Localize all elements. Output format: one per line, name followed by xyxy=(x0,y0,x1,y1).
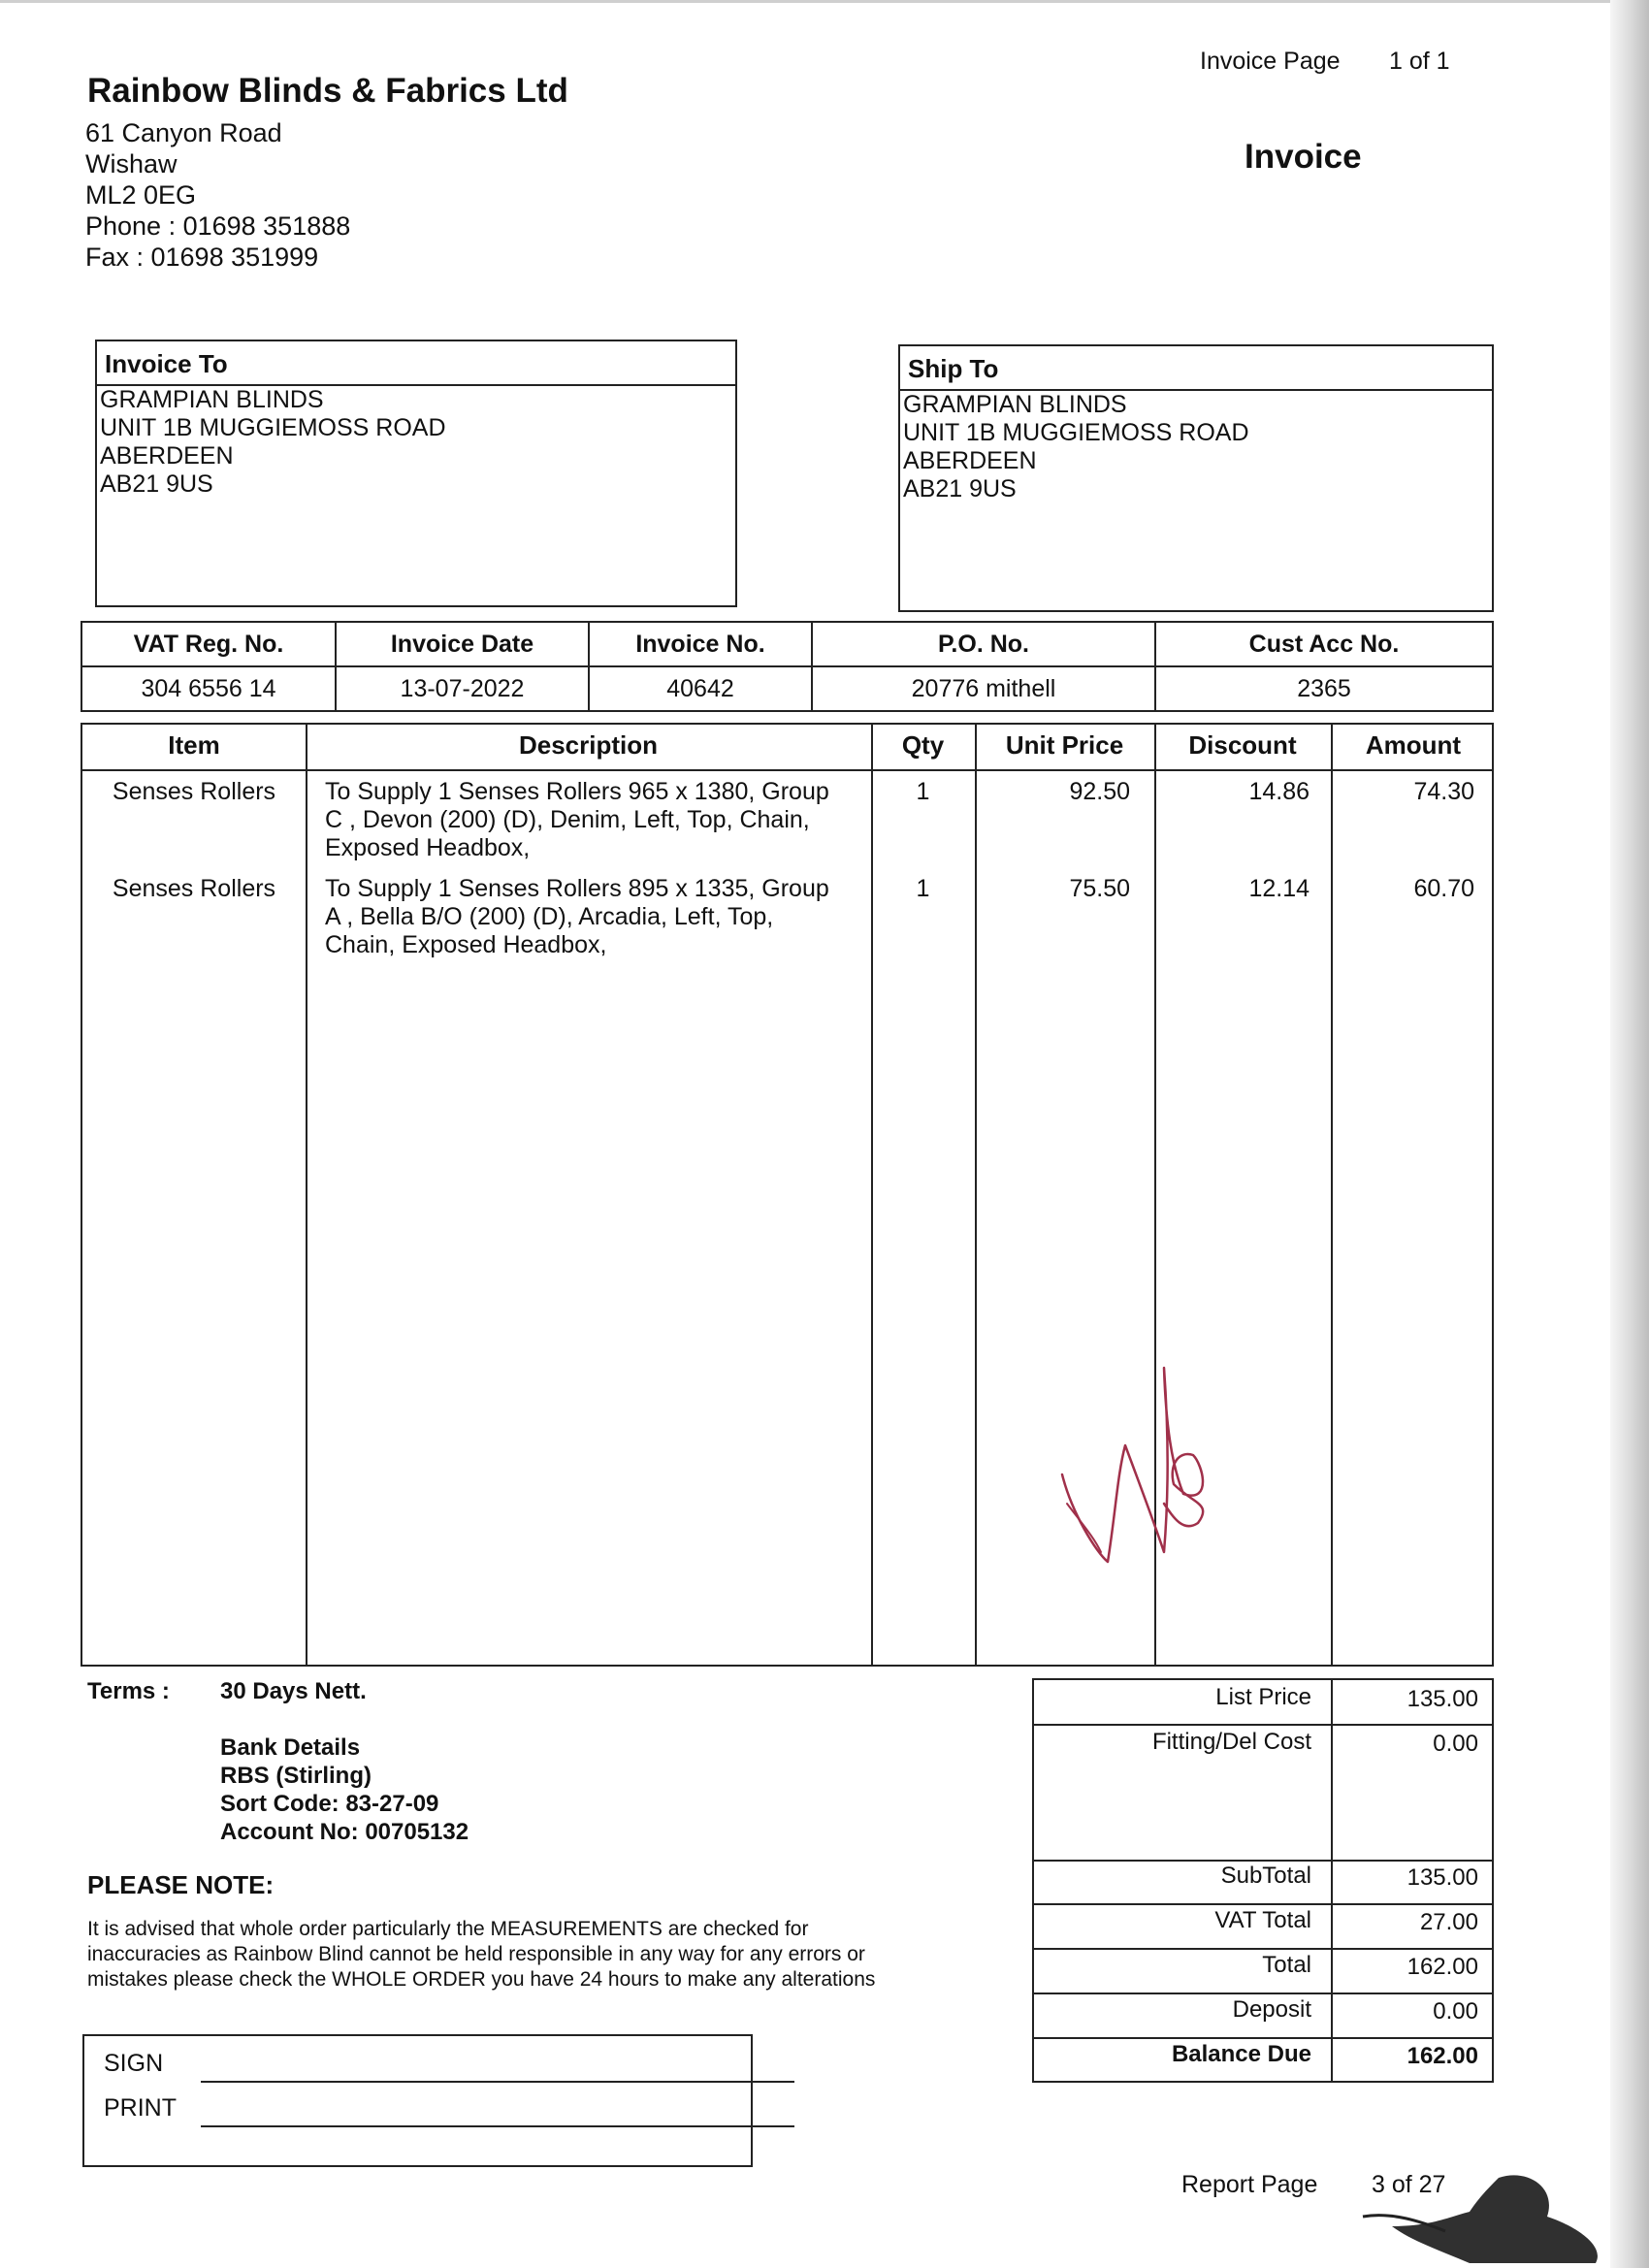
document-title: Invoice xyxy=(1245,138,1362,176)
meta-header-invoice-no: Invoice No. xyxy=(589,622,812,666)
terms-label: Terms : xyxy=(87,1678,170,1704)
subtotal-value: 135.00 xyxy=(1406,1864,1478,1891)
note-line: It is advised that whole order particularly the MEASUREMENTS are checked for xyxy=(87,1918,809,1940)
ship-to-line: UNIT 1B MUGGIEMOSS ROAD xyxy=(903,419,1249,446)
items-header-description: Description xyxy=(518,730,659,760)
deposit-value: 0.00 xyxy=(1433,1998,1478,2025)
row-amount: 74.30 xyxy=(1413,778,1474,805)
scan-edge-top xyxy=(0,0,1649,3)
row-item: Senses Rollers xyxy=(112,875,276,902)
note-line: mistakes please check the WHOLE ORDER you have 24 hours to make any alterations xyxy=(87,1968,876,1991)
note-line: inaccuracies as Rainbow Blind cannot be held responsible in any way for any errors or xyxy=(87,1943,865,1965)
company-address-line: 61 Canyon Road xyxy=(85,118,282,147)
handwritten-initials xyxy=(1048,1358,1222,1581)
meta-header-po-no: P.O. No. xyxy=(812,622,1155,666)
bank-details-heading: Bank Details xyxy=(220,1734,361,1761)
terms-value: 30 Days Nett. xyxy=(220,1678,367,1704)
meta-value-invoice-no: 40642 xyxy=(589,666,812,711)
sign-label: SIGN xyxy=(104,2050,164,2077)
ship-to-line: AB21 9US xyxy=(903,475,1017,502)
report-page-label: Report Page xyxy=(1181,2171,1318,2198)
print-field[interactable] xyxy=(201,2125,794,2127)
vat-value: 27.00 xyxy=(1419,1909,1478,1935)
totals-box xyxy=(1032,1678,1494,2083)
scan-edge-shadow xyxy=(1610,0,1649,2268)
meta-header-vat: VAT Reg. No. xyxy=(81,622,336,666)
total-value: 162.00 xyxy=(1406,1954,1478,1980)
ship-to-line: ABERDEEN xyxy=(903,447,1037,474)
note-text xyxy=(87,1917,999,1993)
row-qty: 1 xyxy=(916,875,930,902)
note-title: PLEASE NOTE: xyxy=(87,1870,275,1899)
row-item: Senses Rollers xyxy=(112,778,276,805)
sign-box xyxy=(82,2034,753,2167)
items-header-qty: Qty xyxy=(901,730,945,760)
meta-value-cust-acc: 2365 xyxy=(1155,666,1493,711)
bank-account-no: Account No: 00705132 xyxy=(220,1819,469,1845)
list-price-label: List Price xyxy=(1215,1684,1311,1710)
invoice-to-line: UNIT 1B MUGGIEMOSS ROAD xyxy=(100,414,446,441)
invoice-to-heading: Invoice To xyxy=(97,341,735,386)
fitting-value: 0.00 xyxy=(1433,1731,1478,1757)
fitting-label: Fitting/Del Cost xyxy=(1151,1729,1311,1755)
meta-header-date: Invoice Date xyxy=(336,622,589,666)
invoice-to-line: ABERDEEN xyxy=(100,442,234,470)
ship-to-line: GRAMPIAN BLINDS xyxy=(903,391,1127,418)
report-page-value: 3 of 27 xyxy=(1372,2171,1446,2198)
company-fax: Fax : 01698 351999 xyxy=(85,243,319,272)
subtotal-label: SubTotal xyxy=(1220,1863,1311,1889)
balance-due-label: Balance Due xyxy=(1171,2041,1311,2067)
items-header-discount: Discount xyxy=(1188,730,1297,760)
row-unit-price: 75.50 xyxy=(1069,875,1130,902)
invoice-meta-table xyxy=(81,621,1494,712)
bank-sort-code: Sort Code: 83-27-09 xyxy=(220,1791,439,1817)
row-discount: 14.86 xyxy=(1248,778,1310,805)
sign-field[interactable] xyxy=(201,2081,794,2083)
row-discount: 12.14 xyxy=(1248,875,1310,902)
balance-due-value: 162.00 xyxy=(1406,2043,1478,2069)
company-address-line: ML2 0EG xyxy=(85,180,197,210)
meta-header-cust-acc: Cust Acc No. xyxy=(1155,622,1493,666)
meta-value-po-no: 20776 mithell xyxy=(812,666,1155,711)
ship-to-box xyxy=(898,344,1494,612)
invoice-to-line: AB21 9US xyxy=(100,470,213,498)
items-header-amount: Amount xyxy=(1365,730,1462,760)
items-header-item: Item xyxy=(168,730,220,760)
vat-label: VAT Total xyxy=(1214,1907,1311,1933)
row-qty: 1 xyxy=(916,778,930,805)
items-header-unit-price: Unit Price xyxy=(1005,730,1124,760)
row-description-line: A , Bella B/O (200) (D), Arcadia, Left, Top, xyxy=(325,903,774,930)
company-name: Rainbow Blinds & Fabrics Ltd xyxy=(87,72,568,110)
invoice-page-value: 1 of 1 xyxy=(1389,48,1450,75)
invoice-to-line: GRAMPIAN BLINDS xyxy=(100,386,324,413)
row-description-line: Exposed Headbox, xyxy=(325,834,531,861)
row-description-line: To Supply 1 Senses Rollers 895 x 1335, Group xyxy=(325,875,829,902)
meta-value-date: 13-07-2022 xyxy=(336,666,589,711)
line-items-table xyxy=(81,723,1494,1667)
ink-smudge xyxy=(1353,2158,1615,2265)
print-label: PRINT xyxy=(104,2094,177,2122)
list-price-value: 135.00 xyxy=(1406,1686,1478,1712)
invoice-to-box xyxy=(95,340,737,607)
bank-name: RBS (Stirling) xyxy=(220,1763,372,1789)
company-address-line: Wishaw xyxy=(85,149,178,178)
invoice-page-label: Invoice Page xyxy=(1200,48,1341,75)
total-label: Total xyxy=(1262,1952,1311,1978)
ship-to-heading: Ship To xyxy=(900,346,1492,391)
deposit-label: Deposit xyxy=(1232,1996,1311,2023)
company-phone: Phone : 01698 351888 xyxy=(85,211,351,241)
row-amount: 60.70 xyxy=(1413,875,1474,902)
row-description-line: C , Devon (200) (D), Denim, Left, Top, Chain, xyxy=(325,806,810,833)
row-description-line: Chain, Exposed Headbox, xyxy=(325,931,607,958)
row-description-line: To Supply 1 Senses Rollers 965 x 1380, Group xyxy=(325,778,829,805)
row-unit-price: 92.50 xyxy=(1069,778,1130,805)
meta-value-vat: 304 6556 14 xyxy=(81,666,336,711)
